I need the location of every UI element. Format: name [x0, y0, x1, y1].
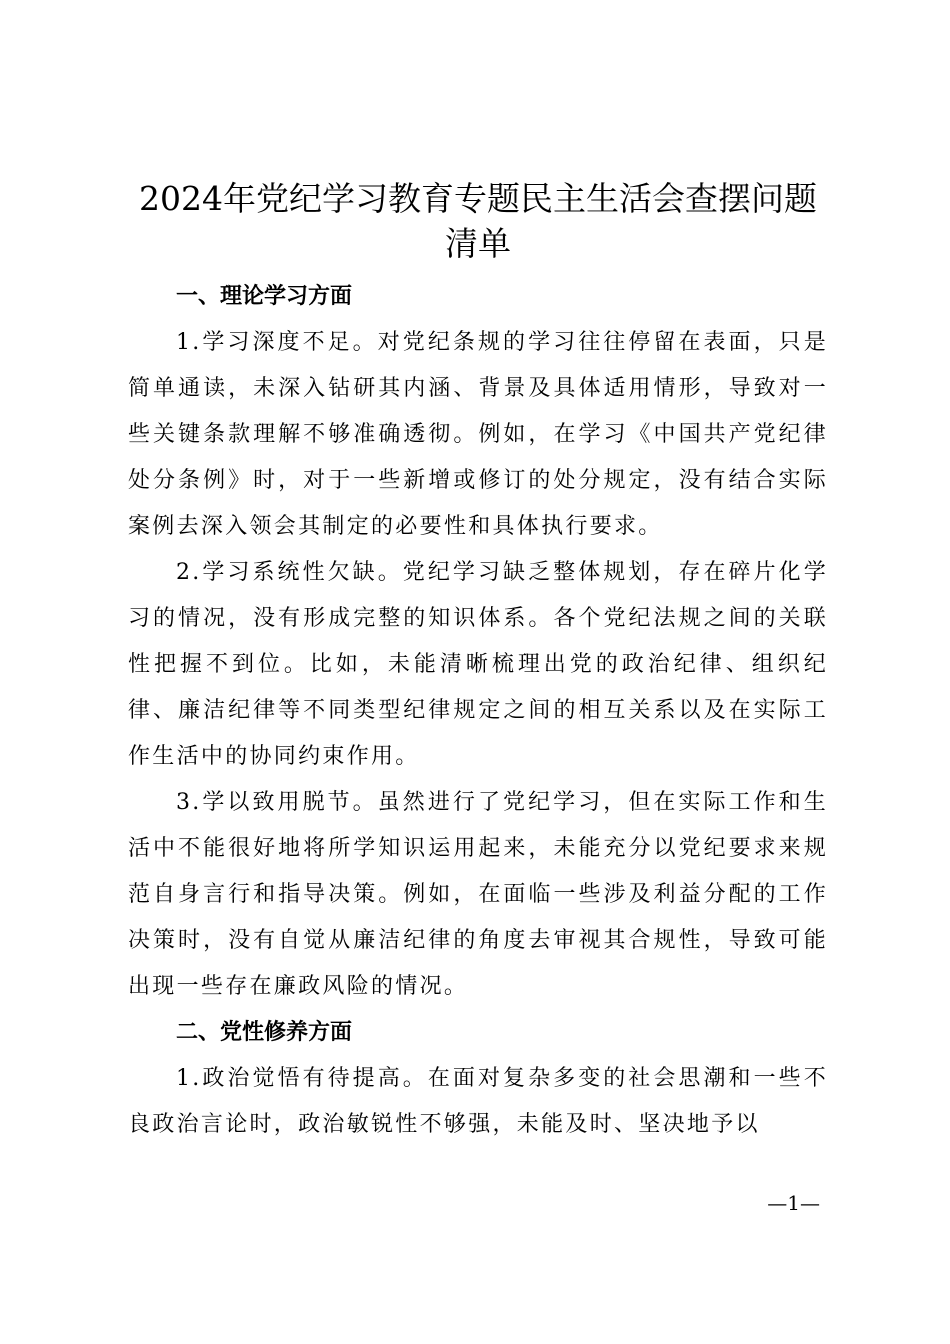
paragraph: 1.政治觉悟有待提高。在面对复杂多变的社会思潮和一些不良政治言论时，政治敏锐性不够强，未能及时、坚决地予以 — [128, 1066, 828, 1137]
section-heading: 一、理论学习方面 — [176, 284, 353, 309]
paragraph: 1.学习深度不足。对党纪条规的学习往往停留在表面，只是简单通读，未深入钻研其内涵、背景及具体适用情形，导致对一些关键条款理解不够准确透彻。例如，在学习《中国共产党纪律处分条例》时，对于一些新增或修订的处分规定，没有结合实际案例去深入领会其制定的必要性和具体执行要求。 — [128, 330, 828, 539]
paragraph: 3.学以致用脱节。虽然进行了党纪学习，但在实际工作和生活中不能很好地将所学知识运用起来，未能充分以党纪要求来规范自身言行和指导决策。例如，在面临一些涉及利益分配的工作决策时，没有自觉从廉洁纪律的角度去审视其合规性，导致可能出现一些存在廉政风险的情况。 — [128, 790, 828, 999]
section-heading: 二、党性修养方面 — [176, 1020, 353, 1045]
document-body — [128, 274, 828, 1148]
document-title: 2024年党纪学习教育专题民主生活会查摆问题清单 — [139, 179, 817, 263]
paragraph: 2.学习系统性欠缺。党纪学习缺乏整体规划，存在碎片化学习的情况，没有形成完整的知识体系。各个党纪法规之间的关联性把握不到位。比如，未能清晰梳理出党的政治纪律、组织纪律、廉洁纪律等不同类型纪律规定之间的相互关系以及在实际工作生活中的协同约束作用。 — [128, 560, 828, 769]
page-number: —1— — [767, 1191, 820, 1215]
